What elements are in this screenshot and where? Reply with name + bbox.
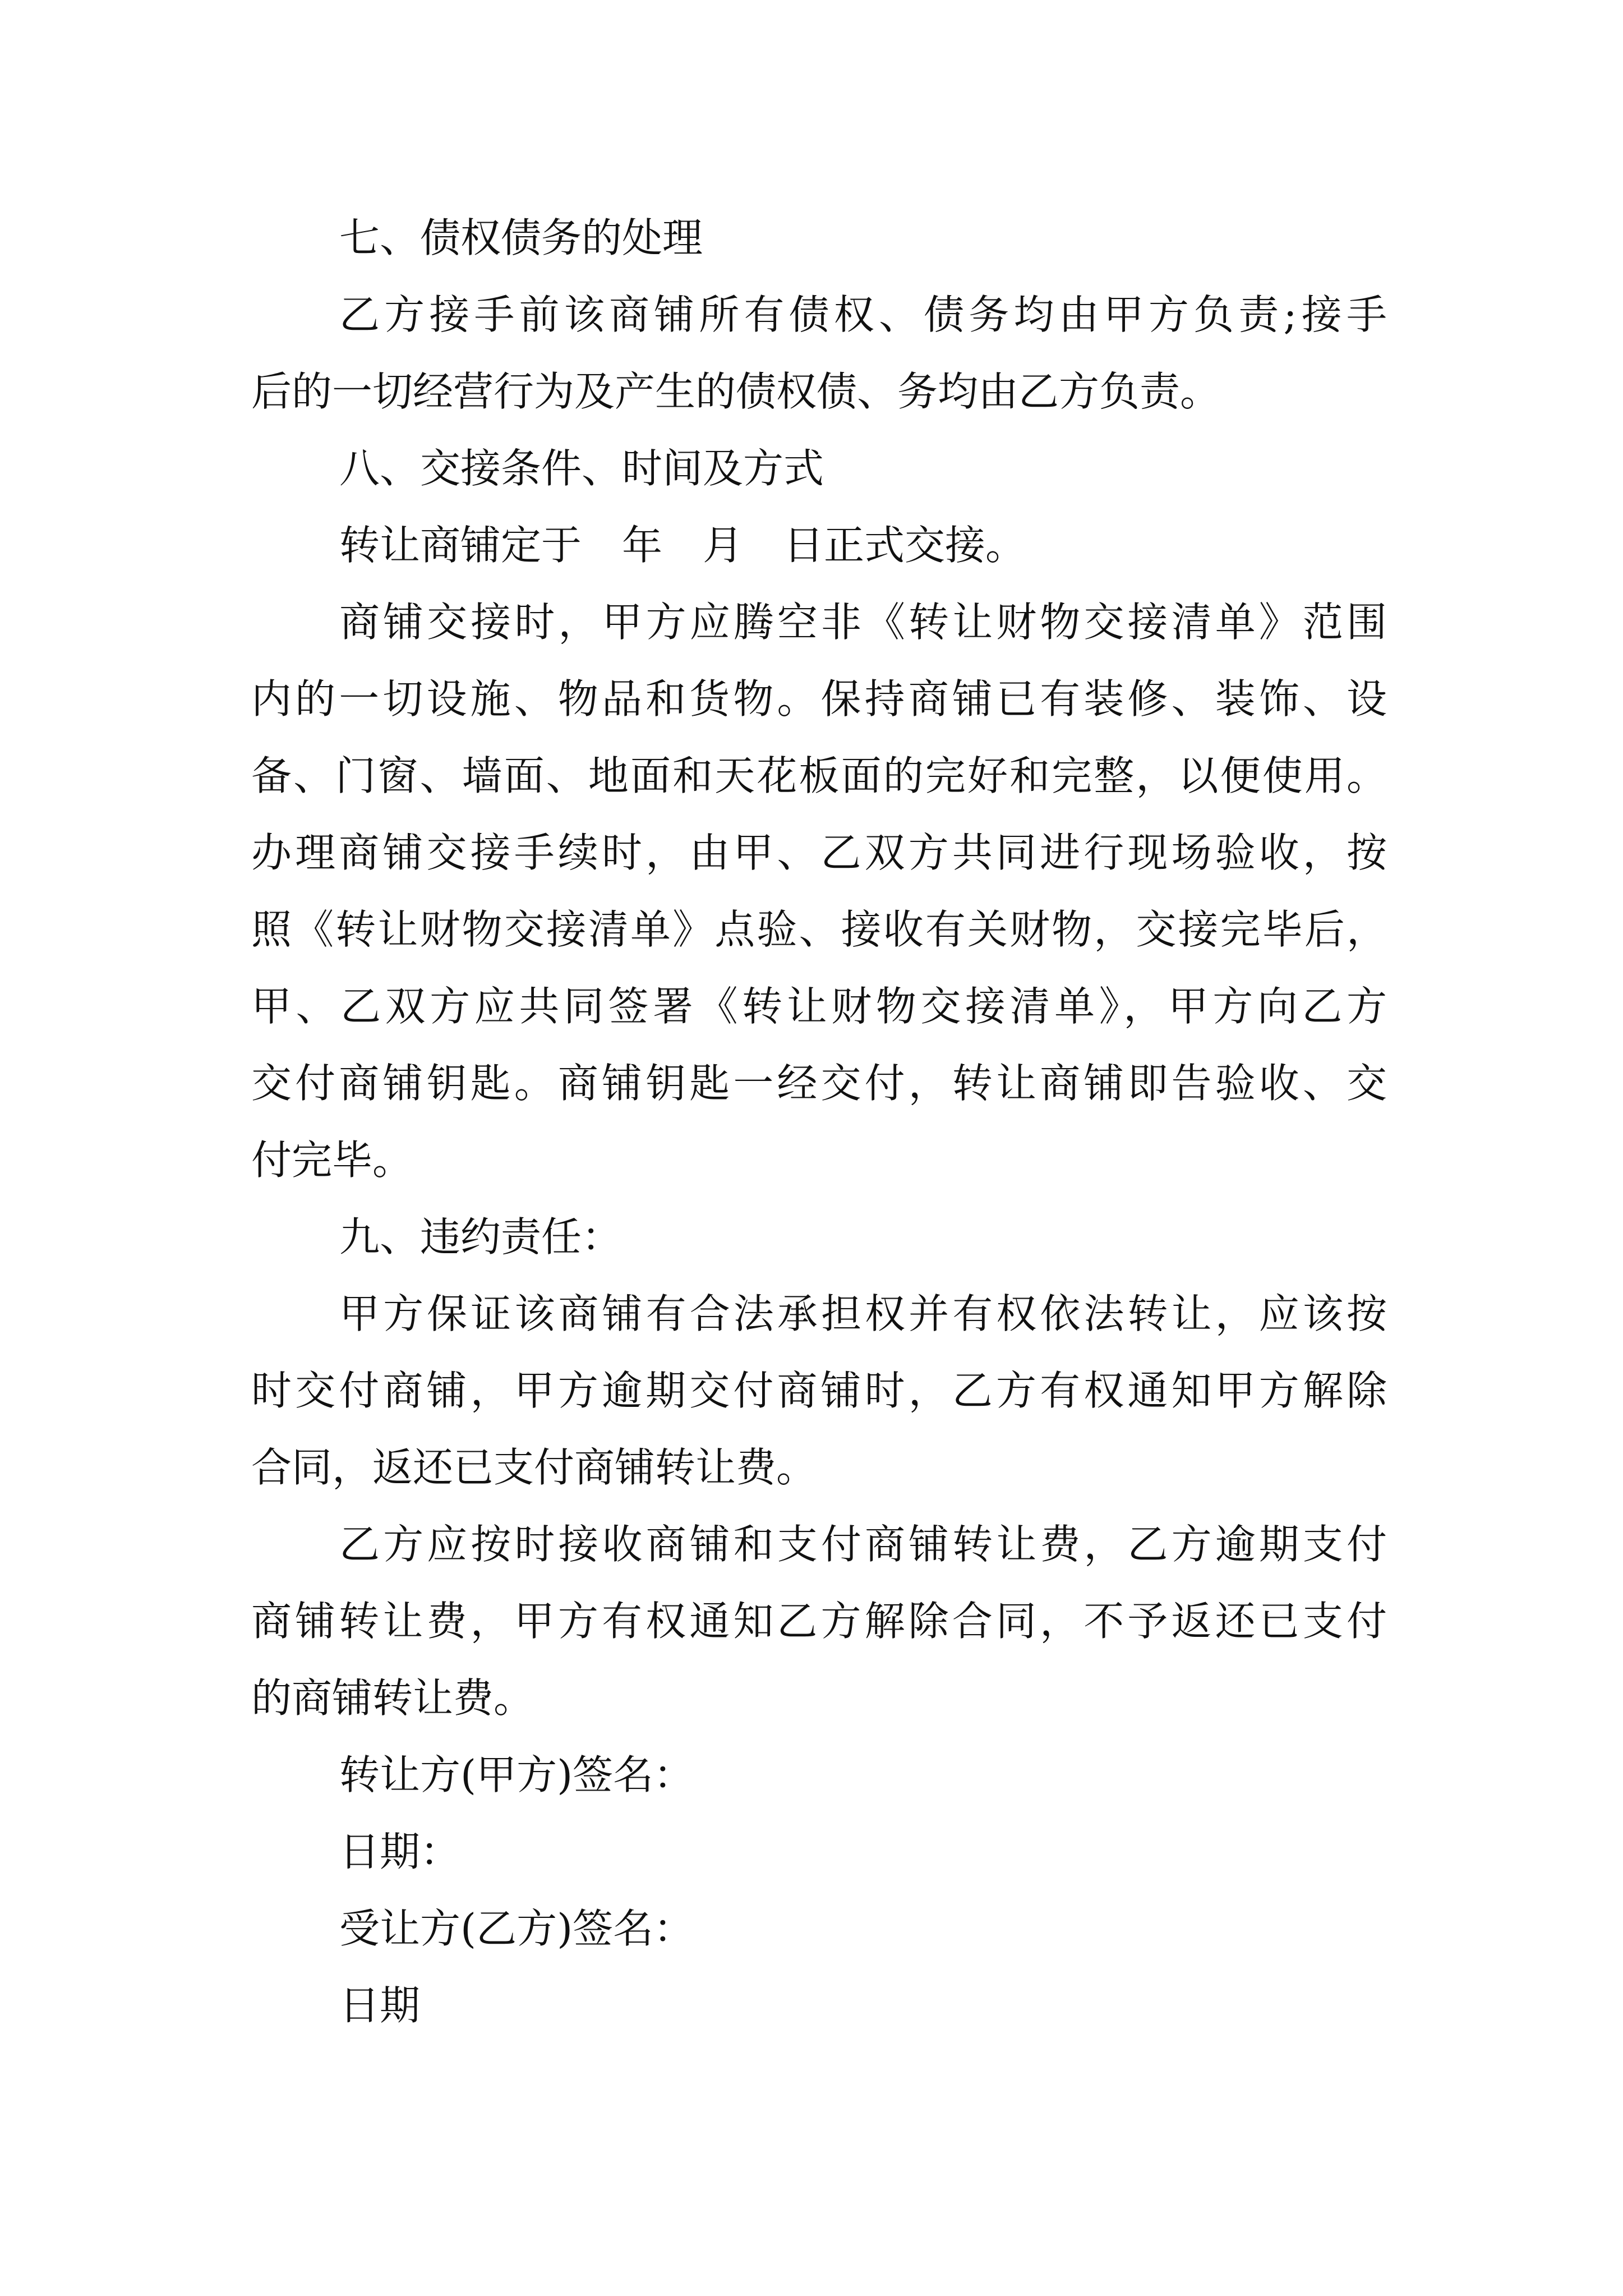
signature-transferor-label: 转让方(甲方)签名： bbox=[339, 1751, 694, 1798]
date-label-transferor: 日期： bbox=[339, 1828, 461, 1875]
paragraph-line: 合同，返还已支付商铺转让费。 bbox=[251, 1444, 817, 1491]
paragraph-line: 转让商铺定于 年 月 日正式交接。 bbox=[339, 522, 1026, 569]
paragraph-line: 备、门窗、墙面、地面和天花板面的完好和完整，以便使用。 bbox=[251, 752, 1387, 799]
paragraph-line: 的商铺转让费。 bbox=[251, 1674, 534, 1722]
paragraph-line: 乙方接手前该商铺所有债权、债务均由甲方负责;接手 bbox=[339, 291, 1387, 338]
paragraph-line: 办理商铺交接手续时，由甲、乙双方共同进行现场验收，按 bbox=[251, 829, 1387, 876]
paragraph-line: 商铺交接时，甲方应腾空非《转让财物交接清单》范围 bbox=[339, 599, 1387, 646]
paragraph-line: 付完毕。 bbox=[251, 1137, 413, 1184]
paragraph-line: 商铺转让费，甲方有权通知乙方解除合同，不予返还已支付 bbox=[251, 1598, 1387, 1645]
paragraph-line: 后的一切经营行为及产生的债权债、务均由乙方负责。 bbox=[251, 368, 1221, 415]
section-heading-debts: 七、债权债务的处理 bbox=[339, 214, 703, 261]
paragraph-line: 照《转让财物交接清单》点验、接收有关财物，交接完毕后， bbox=[251, 906, 1387, 953]
paragraph-line: 甲、乙双方应共同签署《转让财物交接清单》，甲方向乙方 bbox=[251, 983, 1387, 1030]
paragraph-line: 交付商铺钥匙。商铺钥匙一经交付，转让商铺即告验收、交 bbox=[251, 1060, 1387, 1107]
signature-transferee-label: 受让方(乙方)签名： bbox=[339, 1905, 694, 1952]
section-heading-handover: 八、交接条件、时间及方式 bbox=[339, 445, 824, 492]
date-label-transferee: 日期 bbox=[339, 1982, 421, 2029]
section-heading-liability: 九、违约责任： bbox=[339, 1213, 623, 1260]
paragraph-line: 乙方应按时接收商铺和支付商铺转让费，乙方逾期支付 bbox=[339, 1521, 1387, 1568]
paragraph-line: 时交付商铺，甲方逾期交付商铺时，乙方有权通知甲方解除 bbox=[251, 1367, 1387, 1414]
paragraph-line: 甲方保证该商铺有合法承担权并有权依法转让，应该按 bbox=[339, 1290, 1387, 1337]
paragraph-line: 内的一切设施、物品和货物。保持商铺已有装修、装饰、设 bbox=[251, 675, 1387, 723]
